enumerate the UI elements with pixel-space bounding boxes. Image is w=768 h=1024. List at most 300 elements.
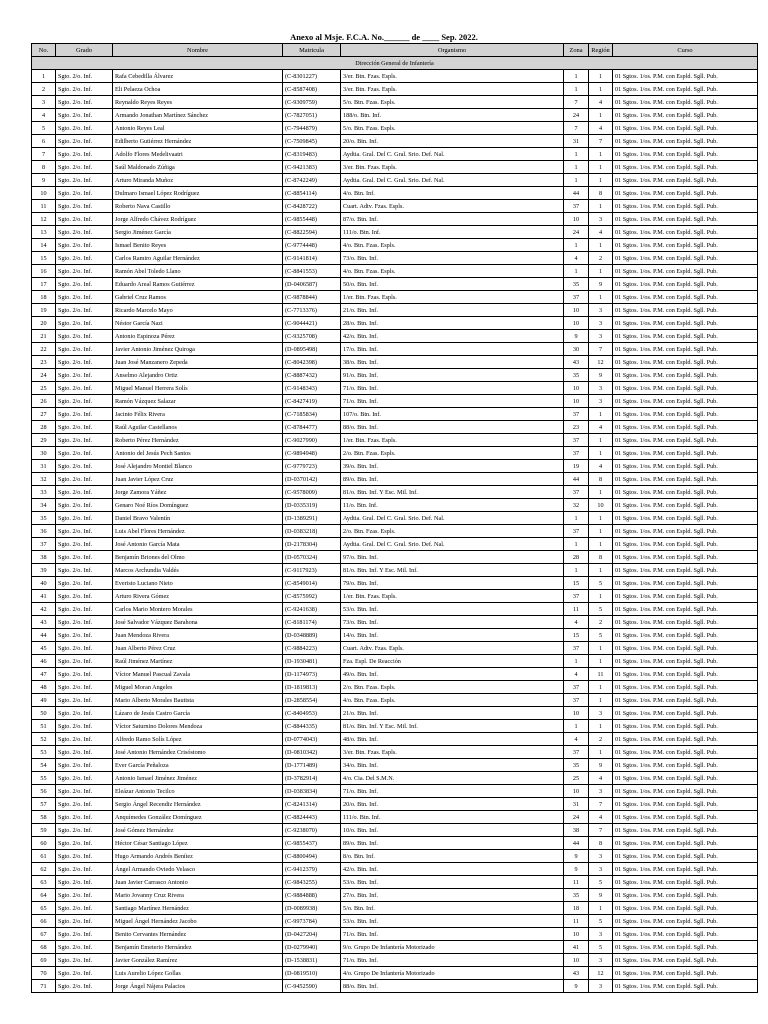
row-region: 5 [589, 629, 613, 642]
row-nombre: Miguel Moran Angeles [113, 681, 283, 694]
row-grado: Sgto. 2/o. Inf. [56, 499, 113, 512]
row-curso: 01 Sgtos. 1/os. P.M. con Espld. Sgll. Pub. [613, 83, 758, 96]
table-row [32, 681, 758, 694]
row-curso: 01 Sgtos. 1/os. P.M. con Espld. Sgll. Pub. [613, 96, 758, 109]
table-row [32, 889, 758, 902]
row-zona: 37 [564, 447, 589, 460]
row-region: 7 [589, 135, 613, 148]
row-organismo: 5/o. Btn. Fzas. Espls. [341, 96, 564, 109]
table-row [32, 616, 758, 629]
row-curso: 01 Sgtos. 1/os. P.M. con Espld. Sgll. Pub. [613, 174, 758, 187]
row-organismo: 20/o. Btn. Inf. [341, 798, 564, 811]
row-region: 1 [589, 902, 613, 915]
row-matricula: (C-9044421) [283, 317, 341, 330]
row-organismo: 79/o. Btn. Inf. [341, 577, 564, 590]
row-curso: 01 Sgtos. 1/os. P.M. con Espld. Sgll. Pub. [613, 356, 758, 369]
row-matricula: (C-8784477) [283, 421, 341, 434]
row-grado: Sgto. 2/o. Inf. [56, 681, 113, 694]
row-grado: Sgto. 2/o. Inf. [56, 187, 113, 200]
row-curso: 01 Sgtos. 1/os. P.M. con Espld. Sgll. Pub. [613, 642, 758, 655]
row-organismo: 188/o. Btn. Inf. [341, 109, 564, 122]
row-number: 44 [32, 629, 56, 642]
table-row [32, 96, 758, 109]
row-nombre: Antonio Ismael Jiménez Jiménez [113, 772, 283, 785]
row-region: 1 [589, 486, 613, 499]
row-grado: Sgto. 2/o. Inf. [56, 252, 113, 265]
row-number: 56 [32, 785, 56, 798]
row-number: 55 [32, 772, 56, 785]
row-matricula: (C-9452590) [283, 980, 341, 993]
row-region: 5 [589, 603, 613, 616]
table-row [32, 525, 758, 538]
row-zona: 24 [564, 109, 589, 122]
table-row [32, 759, 758, 772]
row-number: 62 [32, 863, 56, 876]
row-organismo: 71/o. Btn. Inf. [341, 382, 564, 395]
row-number: 71 [32, 980, 56, 993]
table-row [32, 564, 758, 577]
row-organismo: 34/o. Btn. Inf. [341, 759, 564, 772]
row-number: 63 [32, 876, 56, 889]
row-curso: 01 Sgtos. 1/os. P.M. con Espld. Sgll. Pub. [613, 460, 758, 473]
row-grado: Sgto. 2/o. Inf. [56, 941, 113, 954]
row-region: 1 [589, 239, 613, 252]
row-number: 59 [32, 824, 56, 837]
row-nombre: Juan José Manzanero Zepeda [113, 356, 283, 369]
row-grado: Sgto. 2/o. Inf. [56, 83, 113, 96]
row-number: 60 [32, 837, 56, 850]
row-zona: 35 [564, 369, 589, 382]
row-organismo: 11/o. Btn. Inf. [341, 499, 564, 512]
row-region: 4 [589, 226, 613, 239]
row-region: 3 [589, 954, 613, 967]
row-zona: 9 [564, 850, 589, 863]
row-matricula: (D-0819510) [283, 967, 341, 980]
row-curso: 01 Sgtos. 1/os. P.M. con Espld. Sgll. Pub. [613, 278, 758, 291]
row-number: 41 [32, 590, 56, 603]
table-row [32, 421, 758, 434]
row-grado: Sgto. 2/o. Inf. [56, 928, 113, 941]
row-matricula: (C-8181174) [283, 616, 341, 629]
row-curso: 01 Sgtos. 1/os. P.M. con Espld. Sgll. Pub. [613, 733, 758, 746]
table-row [32, 330, 758, 343]
row-number: 64 [32, 889, 56, 902]
table-row [32, 694, 758, 707]
row-number: 39 [32, 564, 56, 577]
row-grado: Sgto. 2/o. Inf. [56, 265, 113, 278]
row-nombre: Jorge Ángel Nájera Palacios [113, 980, 283, 993]
row-organismo: 97/o. Btn. Inf. [341, 551, 564, 564]
row-nombre: Hugo Armando Andrés Benítez [113, 850, 283, 863]
row-grado: Sgto. 2/o. Inf. [56, 642, 113, 655]
table-row [32, 304, 758, 317]
row-matricula: (C-9884223) [283, 642, 341, 655]
row-curso: 01 Sgtos. 1/os. P.M. con Espld. Sgll. Pub. [613, 954, 758, 967]
row-region: 3 [589, 707, 613, 720]
row-grado: Sgto. 2/o. Inf. [56, 980, 113, 993]
row-matricula: (D-1771489) [283, 759, 341, 772]
row-number: 29 [32, 434, 56, 447]
row-zona: 37 [564, 408, 589, 421]
row-curso: 01 Sgtos. 1/os. P.M. con Espld. Sgll. Pub. [613, 694, 758, 707]
row-number: 1 [32, 70, 56, 83]
row-grado: Sgto. 2/o. Inf. [56, 434, 113, 447]
row-nombre: José Salvador Vázquez Barahona [113, 616, 283, 629]
row-curso: 01 Sgtos. 1/os. P.M. con Espld. Sgll. Pub. [613, 382, 758, 395]
table-row [32, 226, 758, 239]
row-zona: 9 [564, 980, 589, 993]
row-number: 6 [32, 135, 56, 148]
row-nombre: Saúl Maldonado Zúñiga [113, 161, 283, 174]
header-nombre: Nombre [113, 44, 283, 57]
row-grado: Sgto. 2/o. Inf. [56, 460, 113, 473]
table-row [32, 161, 758, 174]
row-organismo: 88/o. Btn. Inf. [341, 980, 564, 993]
row-nombre: Armando Jonathan Martínez Sánchez [113, 109, 283, 122]
row-curso: 01 Sgtos. 1/os. P.M. con Espld. Sgll. Pub. [613, 668, 758, 681]
row-zona: 37 [564, 590, 589, 603]
row-grado: Sgto. 2/o. Inf. [56, 161, 113, 174]
row-organismo: 53/o. Btn. Inf. [341, 876, 564, 889]
row-nombre: Juan Javier Carrasco Antonio [113, 876, 283, 889]
row-nombre: Gabriel Cruz Ramos [113, 291, 283, 304]
row-organismo: 87/o. Btn. Inf. [341, 213, 564, 226]
table-row [32, 174, 758, 187]
row-number: 24 [32, 369, 56, 382]
row-region: 8 [589, 473, 613, 486]
row-grado: Sgto. 2/o. Inf. [56, 421, 113, 434]
row-nombre: Ángel Armando Oviedo Velasco [113, 863, 283, 876]
row-nombre: Mario Jovanny Cruz Rivera [113, 889, 283, 902]
row-number: 34 [32, 499, 56, 512]
row-nombre: Eduardo Areal Ramos Gutiérrez [113, 278, 283, 291]
row-region: 1 [589, 590, 613, 603]
table-row [32, 837, 758, 850]
row-region: 1 [589, 447, 613, 460]
row-grado: Sgto. 2/o. Inf. [56, 382, 113, 395]
row-curso: 01 Sgtos. 1/os. P.M. con Espld. Sgll. Pub. [613, 759, 758, 772]
row-curso: 01 Sgtos. 1/os. P.M. con Espld. Sgll. Pub. [613, 486, 758, 499]
section-title: Dirección General de Infantería [32, 57, 758, 70]
table-row [32, 252, 758, 265]
row-matricula: (C-8428722) [283, 200, 341, 213]
row-zona: 11 [564, 915, 589, 928]
row-nombre: Carlos Mario Montero Morales [113, 603, 283, 616]
table-row [32, 798, 758, 811]
row-nombre: Héctor César Santiago López [113, 837, 283, 850]
row-zona: 18 [564, 902, 589, 915]
row-zona: 4 [564, 668, 589, 681]
row-nombre: Arturo Miranda Muñoz [113, 174, 283, 187]
row-region: 1 [589, 265, 613, 278]
row-matricula: (C-7713376) [283, 304, 341, 317]
row-grado: Sgto. 2/o. Inf. [56, 473, 113, 486]
row-zona: 15 [564, 629, 589, 642]
row-number: 70 [32, 967, 56, 980]
row-number: 67 [32, 928, 56, 941]
row-organismo: 88/o. Btn. Inf. [341, 421, 564, 434]
row-matricula: (D-0370142) [283, 473, 341, 486]
row-organismo: 2/o. Btn. Fzas. Espls. [341, 525, 564, 538]
row-nombre: Antonio del Jesús Pech Santos [113, 447, 283, 460]
row-organismo: 4/o. Btn. Fzas. Espls. [341, 265, 564, 278]
row-matricula: (C-7827051) [283, 109, 341, 122]
table-row [32, 278, 758, 291]
row-matricula: (C-9241638) [283, 603, 341, 616]
row-matricula: (C-9578009) [283, 486, 341, 499]
row-nombre: Jorge Alfredo Chávez Rodríguez [113, 213, 283, 226]
row-grado: Sgto. 2/o. Inf. [56, 772, 113, 785]
table-row [32, 811, 758, 824]
row-curso: 01 Sgtos. 1/os. P.M. con Espld. Sgll. Pub. [613, 317, 758, 330]
row-region: 8 [589, 837, 613, 850]
row-grado: Sgto. 2/o. Inf. [56, 122, 113, 135]
row-grado: Sgto. 2/o. Inf. [56, 109, 113, 122]
row-nombre: Víctor Saturnino Dolores Mendoza [113, 720, 283, 733]
row-nombre: Benjamín Briones del Olmo [113, 551, 283, 564]
table-row [32, 200, 758, 213]
row-grado: Sgto. 2/o. Inf. [56, 655, 113, 668]
row-matricula: (C-9421383) [283, 161, 341, 174]
row-matricula: (D-0279940) [283, 941, 341, 954]
row-number: 42 [32, 603, 56, 616]
table-row [32, 148, 758, 161]
row-region: 7 [589, 798, 613, 811]
row-grado: Sgto. 2/o. Inf. [56, 291, 113, 304]
row-grado: Sgto. 2/o. Inf. [56, 148, 113, 161]
row-number: 36 [32, 525, 56, 538]
row-nombre: Alfredo Ramo Solís López [113, 733, 283, 746]
row-number: 26 [32, 395, 56, 408]
row-nombre: Santiago Martínez Hernández [113, 902, 283, 915]
row-nombre: Edilberto Gutiérrez Hernández [113, 135, 283, 148]
row-number: 69 [32, 954, 56, 967]
row-nombre: José Alejandro Montiel Blanco [113, 460, 283, 473]
row-zona: 10 [564, 707, 589, 720]
table-row [32, 239, 758, 252]
row-region: 9 [589, 369, 613, 382]
row-number: 48 [32, 681, 56, 694]
row-region: 1 [589, 408, 613, 421]
row-region: 3 [589, 304, 613, 317]
row-curso: 01 Sgtos. 1/os. P.M. con Espld. Sgll. Pub. [613, 434, 758, 447]
row-grado: Sgto. 2/o. Inf. [56, 954, 113, 967]
row-curso: 01 Sgtos. 1/os. P.M. con Espld. Sgll. Pub. [613, 629, 758, 642]
row-organismo: 4/o. Btn. Fzas. Espls. [341, 694, 564, 707]
row-nombre: Roberto Pérez Hernández [113, 434, 283, 447]
row-zona: 1 [564, 655, 589, 668]
table-row [32, 746, 758, 759]
row-region: 4 [589, 96, 613, 109]
row-matricula: (D-1930481) [283, 655, 341, 668]
row-grado: Sgto. 2/o. Inf. [56, 135, 113, 148]
table-row [32, 629, 758, 642]
row-zona: 37 [564, 746, 589, 759]
row-grado: Sgto. 2/o. Inf. [56, 811, 113, 824]
row-matricula: (C-9878844) [283, 291, 341, 304]
row-nombre: Sergio Ángel Recendiz Hernández [113, 798, 283, 811]
row-matricula: (D-1174973) [283, 668, 341, 681]
row-matricula: (C-8575992) [283, 590, 341, 603]
row-organismo: 42/o. Btn. Inf. [341, 863, 564, 876]
row-organismo: 71/o. Btn. Inf. [341, 395, 564, 408]
row-curso: 01 Sgtos. 1/os. P.M. con Espld. Sgll. Pub. [613, 161, 758, 174]
row-number: 14 [32, 239, 56, 252]
row-curso: 01 Sgtos. 1/os. P.M. con Espld. Sgll. Pub. [613, 187, 758, 200]
table-row [32, 642, 758, 655]
row-matricula: (C-9884888) [283, 889, 341, 902]
row-curso: 01 Sgtos. 1/os. P.M. con Espld. Sgll. Pub. [613, 109, 758, 122]
row-region: 1 [589, 538, 613, 551]
row-nombre: Luis Aurelio López Gollas [113, 967, 283, 980]
row-zona: 43 [564, 356, 589, 369]
row-organismo: 39/o. Btn. Inf. [341, 460, 564, 473]
row-region: 8 [589, 187, 613, 200]
table-row [32, 551, 758, 564]
row-zona: 1 [564, 720, 589, 733]
row-matricula: (D-0089938) [283, 902, 341, 915]
row-region: 4 [589, 772, 613, 785]
row-region: 1 [589, 148, 613, 161]
table-row [32, 538, 758, 551]
row-grado: Sgto. 2/o. Inf. [56, 746, 113, 759]
row-zona: 10 [564, 954, 589, 967]
row-grado: Sgto. 2/o. Inf. [56, 512, 113, 525]
row-curso: 01 Sgtos. 1/os. P.M. con Espld. Sgll. Pub. [613, 811, 758, 824]
row-zona: 32 [564, 499, 589, 512]
row-zona: 4 [564, 733, 589, 746]
row-organismo: 91/o. Btn. Inf. [341, 369, 564, 382]
row-region: 9 [589, 889, 613, 902]
row-matricula: (C-8800494) [283, 850, 341, 863]
row-number: 31 [32, 460, 56, 473]
table-row [32, 109, 758, 122]
row-zona: 37 [564, 200, 589, 213]
row-region: 9 [589, 759, 613, 772]
row-region: 1 [589, 512, 613, 525]
row-number: 49 [32, 694, 56, 707]
row-zona: 37 [564, 525, 589, 538]
table-row [32, 83, 758, 96]
row-zona: 11 [564, 876, 589, 889]
row-region: 1 [589, 70, 613, 83]
row-curso: 01 Sgtos. 1/os. P.M. con Espld. Sgll. Pub. [613, 746, 758, 759]
row-nombre: Marcos Archundia Valdés [113, 564, 283, 577]
row-matricula: (D-0427204) [283, 928, 341, 941]
row-curso: 01 Sgtos. 1/os. P.M. con Espld. Sgll. Pub. [613, 551, 758, 564]
row-organismo: 8/o. Btn. Inf. [341, 850, 564, 863]
table-row [32, 603, 758, 616]
row-nombre: Javier Antonio Jiménez Quiroga [113, 343, 283, 356]
row-curso: 01 Sgtos. 1/os. P.M. con Espld. Sgll. Pub. [613, 876, 758, 889]
row-region: 3 [589, 850, 613, 863]
row-matricula: (D-0383218) [283, 525, 341, 538]
row-region: 7 [589, 824, 613, 837]
header-row [32, 44, 758, 57]
row-zona: 4 [564, 616, 589, 629]
row-curso: 01 Sgtos. 1/os. P.M. con Espld. Sgll. Pub. [613, 525, 758, 538]
row-grado: Sgto. 2/o. Inf. [56, 278, 113, 291]
row-organismo: Cuart. Adtv. Fzas. Espls. [341, 200, 564, 213]
row-zona: 30 [564, 343, 589, 356]
row-curso: 01 Sgtos. 1/os. P.M. con Espld. Sgll. Pub. [613, 512, 758, 525]
row-region: 7 [589, 343, 613, 356]
row-region: 1 [589, 746, 613, 759]
row-grado: Sgto. 2/o. Inf. [56, 356, 113, 369]
row-region: 8 [589, 551, 613, 564]
row-matricula: (C-9141814) [283, 252, 341, 265]
row-grado: Sgto. 2/o. Inf. [56, 174, 113, 187]
row-zona: 41 [564, 941, 589, 954]
row-curso: 01 Sgtos. 1/os. P.M. con Espld. Sgll. Pub. [613, 915, 758, 928]
row-matricula: (C-8319483) [283, 148, 341, 161]
row-organismo: 5/o. Btn. Fzas. Espls. [341, 122, 564, 135]
row-organismo: 3/er. Btn. Fzas. Espls. [341, 746, 564, 759]
table-row [32, 590, 758, 603]
row-nombre: Carlos Ramiro Aguilar Hernández [113, 252, 283, 265]
row-region: 1 [589, 434, 613, 447]
row-region: 1 [589, 564, 613, 577]
row-curso: 01 Sgtos. 1/os. P.M. con Espld. Sgll. Pub. [613, 499, 758, 512]
row-organismo: 111/o. Btn. Inf. [341, 811, 564, 824]
table-row [32, 915, 758, 928]
table-row [32, 187, 758, 200]
row-matricula: (D-2858554) [283, 694, 341, 707]
row-nombre: Juan Alberto Pérez Cruz [113, 642, 283, 655]
row-zona: 11 [564, 603, 589, 616]
row-grado: Sgto. 2/o. Inf. [56, 395, 113, 408]
row-curso: 01 Sgtos. 1/os. P.M. con Espld. Sgll. Pub. [613, 824, 758, 837]
header-curso: Curso [613, 44, 758, 57]
row-matricula: (C-8841553) [283, 265, 341, 278]
row-number: 66 [32, 915, 56, 928]
row-zona: 35 [564, 889, 589, 902]
row-zona: 44 [564, 837, 589, 850]
table-row [32, 876, 758, 889]
row-number: 8 [32, 161, 56, 174]
table-row [32, 291, 758, 304]
row-curso: 01 Sgtos. 1/os. P.M. con Espld. Sgll. Pub. [613, 720, 758, 733]
row-grado: Sgto. 2/o. Inf. [56, 967, 113, 980]
row-organismo: 28/o. Btn. Inf. [341, 317, 564, 330]
row-curso: 01 Sgtos. 1/os. P.M. con Espld. Sgll. Pub. [613, 707, 758, 720]
row-nombre: Lázaro de Jesús Castro García [113, 707, 283, 720]
row-grado: Sgto. 2/o. Inf. [56, 902, 113, 915]
header-region: Región [589, 44, 613, 57]
table-row [32, 655, 758, 668]
row-curso: 01 Sgtos. 1/os. P.M. con Espld. Sgll. Pub. [613, 928, 758, 941]
row-matricula: (D-0810342) [283, 746, 341, 759]
row-number: 47 [32, 668, 56, 681]
row-number: 54 [32, 759, 56, 772]
row-curso: 01 Sgtos. 1/os. P.M. con Espld. Sgll. Pub. [613, 850, 758, 863]
row-nombre: Benjamín Emeterio Hernández [113, 941, 283, 954]
row-number: 61 [32, 850, 56, 863]
row-matricula: (C-7509845) [283, 135, 341, 148]
row-nombre: José Antonio García Mata [113, 538, 283, 551]
row-matricula: (C-9973784) [283, 915, 341, 928]
row-curso: 01 Sgtos. 1/os. P.M. con Espld. Sgll. Pub. [613, 304, 758, 317]
row-organismo: 4/o. Btn. Inf. [341, 187, 564, 200]
row-matricula: (C-9855448) [283, 213, 341, 226]
row-zona: 4 [564, 252, 589, 265]
row-grado: Sgto. 2/o. Inf. [56, 824, 113, 837]
row-region: 11 [589, 668, 613, 681]
row-number: 22 [32, 343, 56, 356]
row-grado: Sgto. 2/o. Inf. [56, 629, 113, 642]
header-zona: Zona [564, 44, 589, 57]
row-zona: 23 [564, 421, 589, 434]
